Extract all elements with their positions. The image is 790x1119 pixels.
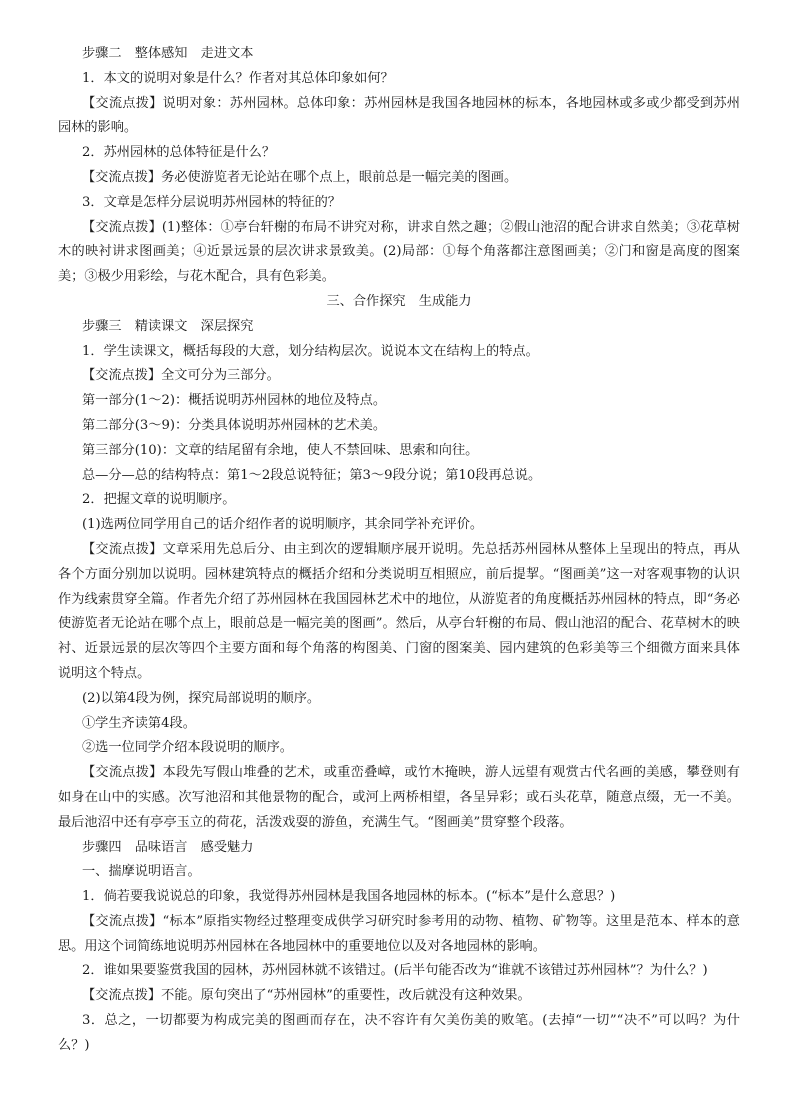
task-2-sub-2: (2)以第4段为例，探究局部说明的顺序。 xyxy=(82,690,321,706)
question-2: 2．苏州园林的总体特征是什么？ xyxy=(82,145,276,161)
task-2-sub-2-step-1: ①学生齐读第4段。 xyxy=(82,715,196,731)
task-2-sub-1-answer: 【交流点拨】文章采用先总后分、由主到次的逻辑顺序展开说明。先总括苏州园林从整体上呈现出的特点，再从各个方面分别加以说明。园林建筑特点的概括介绍和分类说明互相照应，前后提挈。“图画美”这一对客观事物的认识作为线索贯穿全篇。作者先介绍了苏州园林在我国园林艺术中的地位，从游览者的角度概括苏州园林的特点，即“务必使游览者无论站在哪个点上，眼前总是一幅完美的图画”。然后，从亭台轩榭的布局、假山池沼的配合、花草树木的映衬、近景远景的层次等四个主要方面和每个角落的构图美、门窗的图案美、园内建筑的色彩美等三个细微方面来具体说明这个特点。 xyxy=(58,541,740,681)
task-1: 1．学生读课文，概括每段的大意，划分结构层次。说说本文在结构上的特点。 xyxy=(82,343,539,359)
language-answer-1: 【交流点拨】“标本”原指实物经过整理变成供学习研究时参考用的动物、植物、矿物等。这里是范本、样本的意思。用这个词简练地说明苏州园林在各地园林中的重要地位以及对各地园林的影响。 xyxy=(58,913,740,954)
part-three: 第三部分(10)：文章的结尾留有余地，使人不禁回味、思索和向往。 xyxy=(82,442,479,458)
step-two-heading: 步骤二 整体感知 走进文本 xyxy=(82,46,254,61)
answer-3: 【交流点拨】(1)整体：①亭台轩榭的布局不讲究对称，讲求自然之趣；②假山池沼的配合讲求自然美；③花草树木的映衬讲求图画美；④近景远景的层次讲求景致美。(2)局部：①每个角落都注意图画美；②门和窗是高度的图案美；③极少用彩绘，与花木配合，具有色彩美。 xyxy=(58,219,740,285)
language-answer-2: 【交流点拨】不能。原句突出了“苏州园林”的重要性，改后就没有这种效果。 xyxy=(82,988,531,1004)
language-question-3: 3．总之，一切都要为构成完美的图画而存在，决不容许有欠美伤美的败笔。(去掉“一切”“决不”可以吗？为什么？) xyxy=(58,1013,740,1053)
part-one: 第一部分(1～2)：概括说明苏州园林的地位及特点。 xyxy=(82,393,387,409)
question-3: 3．文章是怎样分层说明苏州园林的特征的？ xyxy=(82,194,341,210)
task-2-sub-2-step-2: ②选一位同学介绍本段说明的顺序。 xyxy=(82,740,293,756)
task-1-answer: 【交流点拨】全文可分为三部分。 xyxy=(82,368,280,384)
language-subheading: 一、揣摩说明语言。 xyxy=(82,864,201,880)
part-two: 第二部分(3～9)：分类具体说明苏州园林的艺术美。 xyxy=(82,417,387,433)
language-question-2: 2．谁如果要鉴赏我国的园林，苏州园林就不该错过。(后半句能否改为“谁就不该错过苏州园林”？为什么？) xyxy=(82,963,708,979)
question-1: 1．本文的说明对象是什么？作者对其总体印象如何？ xyxy=(82,70,394,86)
step-three-heading: 步骤三 精读课文 深层探究 xyxy=(82,318,254,334)
answer-2: 【交流点拨】务必使游览者无论站在哪个点上，眼前总是一幅完美的图画。 xyxy=(82,169,518,185)
language-question-1: 1．倘若要我说说总的印象，我觉得苏州园林是我国各地园林的标本。(“标本”是什么意思？) xyxy=(82,889,616,905)
document-body xyxy=(58,42,740,1059)
answer-1: 【交流点拨】说明对象：苏州园林。总体印象：苏州园林是我国各地园林的标本，各地园林或多或少都受到苏州园林的影响。 xyxy=(58,95,740,136)
task-2-sub-2-answer: 【交流点拨】本段先写假山堆叠的艺术，或重峦叠嶂，或竹木掩映，游人远望有观赏古代名画的美感，攀登则有如身在山中的实感。次写池沼和其他景物的配合，或河上两桥相望，各呈异彩；或石头花草，随意点缀，无一不美。最后池沼中还有亭亭玉立的荷花，活泼戏耍的游鱼，充满生气。“图画美”贯穿整个段落。 xyxy=(58,765,740,830)
step-four-heading: 步骤四 品味语言 感受魅力 xyxy=(82,839,254,855)
structure-summary: 总—分—总的结构特点：第1～2段总说特征；第3～9段分说；第10段再总说。 xyxy=(82,467,542,483)
task-2: 2．把握文章的说明顺序。 xyxy=(82,492,236,508)
section-three-heading: 三、合作探究 生成能力 xyxy=(326,293,472,309)
task-2-sub-1: (1)选两位同学用自己的话介绍作者的说明顺序，其余同学补充评价。 xyxy=(82,517,484,533)
